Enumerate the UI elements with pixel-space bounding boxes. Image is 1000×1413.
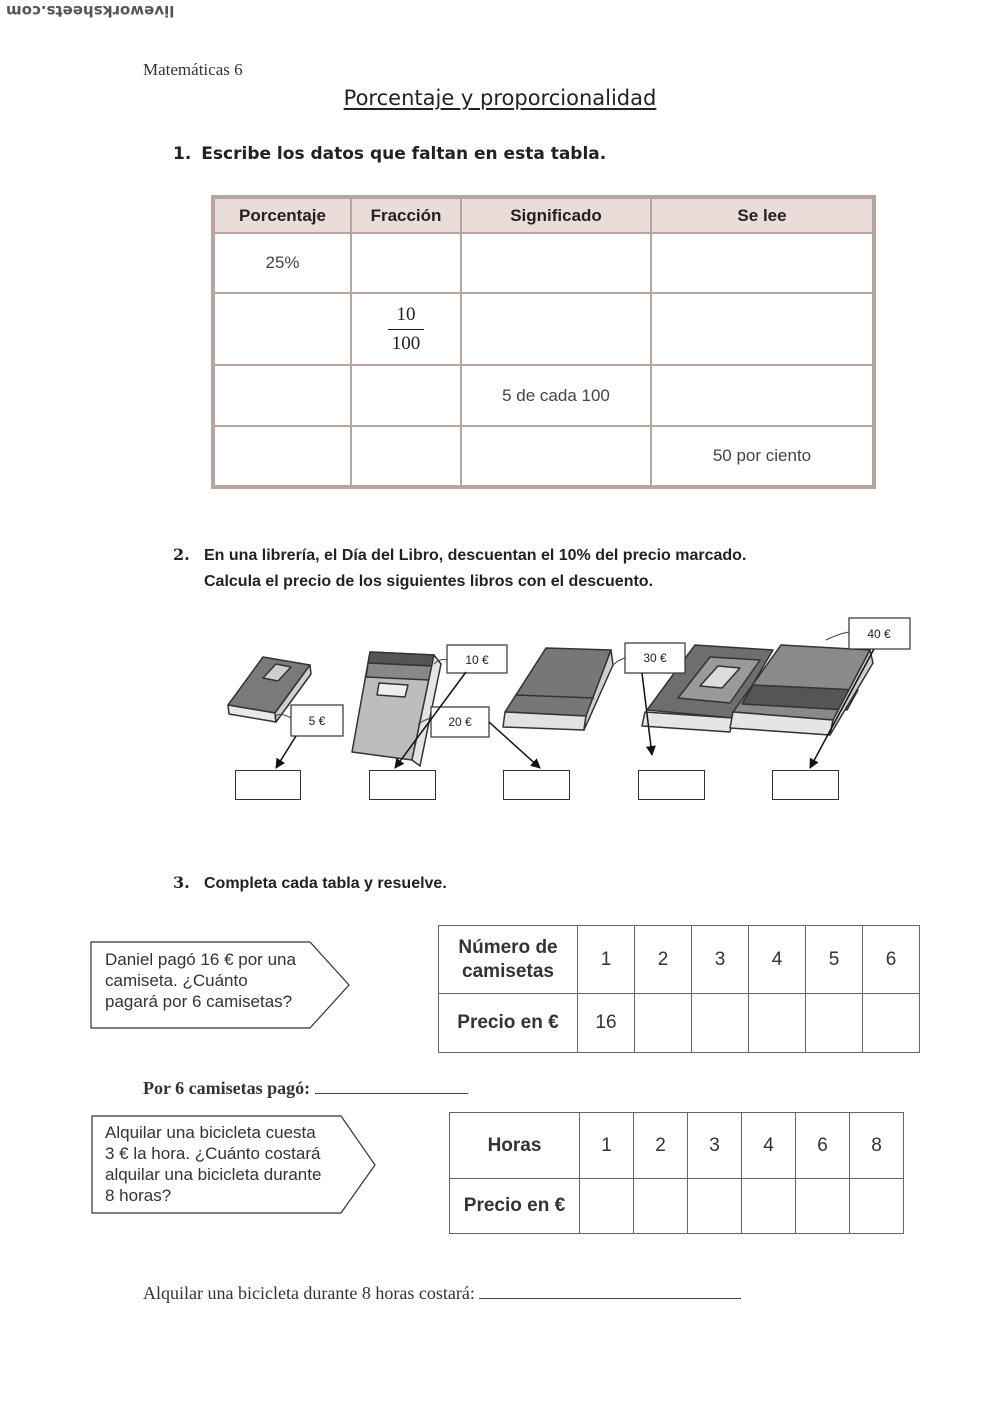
books-illustration: [0, 600, 1000, 815]
table-cell: 1: [580, 1113, 634, 1179]
subject-label: Matemáticas 6: [143, 60, 243, 79]
table-cell: 3: [692, 926, 749, 994]
answer-box[interactable]: [772, 770, 839, 800]
table-row: [439, 994, 920, 1053]
price-tag-2: [447, 645, 507, 673]
fraction: $\frac{10}{100}$: [388, 301, 425, 358]
answer-cell[interactable]: [651, 233, 873, 293]
table-cell: 25%: [214, 233, 351, 293]
table-row: [214, 293, 873, 365]
row-header: Horas: [450, 1113, 580, 1179]
column-header: Se lee: [651, 198, 873, 233]
svg-text:30 €: 30 €: [643, 651, 667, 665]
answer-box[interactable]: [369, 770, 436, 800]
answer-blank[interactable]: [479, 1294, 741, 1299]
answer-cell[interactable]: [806, 994, 863, 1053]
answer-cell[interactable]: [634, 1179, 688, 1234]
table-cell: 6: [863, 926, 920, 994]
row-header: Precio en €: [450, 1179, 580, 1234]
answer-cell[interactable]: [461, 426, 651, 486]
watermark: liveworksheets.com: [6, 2, 175, 20]
answer-cell[interactable]: [635, 994, 692, 1053]
table-row: [214, 233, 873, 293]
book-3-image: [503, 648, 613, 730]
price-tag-4: [625, 643, 685, 673]
answer-cell[interactable]: [351, 365, 461, 426]
column-header: Fracción: [351, 198, 461, 233]
answer-cell[interactable]: [214, 426, 351, 486]
svg-text:20 €: 20 €: [448, 715, 472, 729]
question-2: [173, 542, 746, 595]
svg-text:10 €: 10 €: [465, 653, 489, 667]
table-cell: 4: [742, 1113, 796, 1179]
table-row: [214, 365, 873, 426]
question-number: 1.: [173, 144, 192, 164]
answer-cell[interactable]: [742, 1179, 796, 1234]
answer-cell[interactable]: [863, 994, 920, 1053]
table-cell: 3: [688, 1113, 742, 1179]
answer-cell[interactable]: [651, 293, 873, 365]
table-cell: 2: [635, 926, 692, 994]
answer-cell[interactable]: [351, 233, 461, 293]
problem-2-text: Alquilar una bicicleta cuesta 3 € la hora. ¿Cuánto costará alquilar una bicicleta durante 8 horas?: [105, 1123, 322, 1205]
column-header: Porcentaje: [214, 198, 351, 233]
svg-text:5 €: 5 €: [308, 714, 326, 728]
table-row: [439, 926, 920, 994]
table-cell: 2: [634, 1113, 688, 1179]
table-cell: 4: [749, 926, 806, 994]
question-text: Completa cada tabla y resuelve.: [204, 875, 447, 892]
percentage-table: [213, 197, 874, 487]
question-number: 3.: [173, 873, 190, 892]
table-cell: 1: [578, 926, 635, 994]
table-cell: 5 de cada 100: [461, 365, 651, 426]
answer-box[interactable]: [235, 770, 301, 800]
fraction-cell: [351, 293, 461, 365]
answer-cell[interactable]: [351, 426, 461, 486]
question-3: [173, 873, 447, 893]
table-cell: 5: [806, 926, 863, 994]
answer-cell[interactable]: [688, 1179, 742, 1234]
table-cell: 6: [796, 1113, 850, 1179]
answer-line-2: Alquilar una bicicleta durante 8 horas costará:: [143, 1283, 741, 1304]
table-row: [450, 1113, 904, 1179]
row-header: Número de camisetas: [439, 926, 578, 994]
table-cell: 8: [850, 1113, 904, 1179]
question-text: Calcula el precio de los siguientes libros con el descuento.: [204, 573, 654, 590]
column-header: Significado: [461, 198, 651, 233]
price-tag-5: [849, 618, 910, 649]
row-header: Precio en €: [439, 994, 578, 1053]
shirts-table: [438, 925, 920, 1053]
question-text: Escribe los datos que faltan en esta tabla.: [201, 144, 607, 164]
answer-cell[interactable]: [580, 1179, 634, 1234]
answer-cell[interactable]: [214, 293, 351, 365]
page-title: Porcentaje y proporcionalidad: [343, 86, 657, 110]
table-header-row: [214, 198, 873, 233]
question-text: En una librería, el Día del Libro, descuentan el 10% del precio marcado.: [204, 547, 747, 564]
table-cell: 16: [578, 994, 635, 1053]
book-2-image: [352, 652, 441, 766]
bike-table: [449, 1112, 904, 1234]
answer-cell[interactable]: [850, 1179, 904, 1234]
problem-1-text: Daniel pagó 16 € por una camiseta. ¿Cuánto pagará por 6 camisetas?: [105, 950, 296, 1011]
answer-cell[interactable]: [692, 994, 749, 1053]
answer-cell[interactable]: [796, 1179, 850, 1234]
price-tag-1: [291, 705, 343, 736]
answer-cell[interactable]: [749, 994, 806, 1053]
answer-cell[interactable]: [651, 365, 873, 426]
svg-text:40 €: 40 €: [867, 627, 891, 641]
answer-box[interactable]: [638, 770, 705, 800]
question-number: 2.: [173, 545, 190, 564]
table-row: [214, 426, 873, 486]
question-1: [173, 144, 606, 164]
table-cell: 50 por ciento: [651, 426, 873, 486]
answer-cell[interactable]: [214, 365, 351, 426]
price-tag-3: [431, 707, 489, 737]
answer-cell[interactable]: [461, 233, 651, 293]
answer-box[interactable]: [503, 770, 570, 800]
answer-line-1: Por 6 camisetas pagó:: [143, 1078, 468, 1099]
answer-blank[interactable]: [315, 1089, 468, 1094]
table-row: [450, 1179, 904, 1234]
answer-cell[interactable]: [461, 293, 651, 365]
